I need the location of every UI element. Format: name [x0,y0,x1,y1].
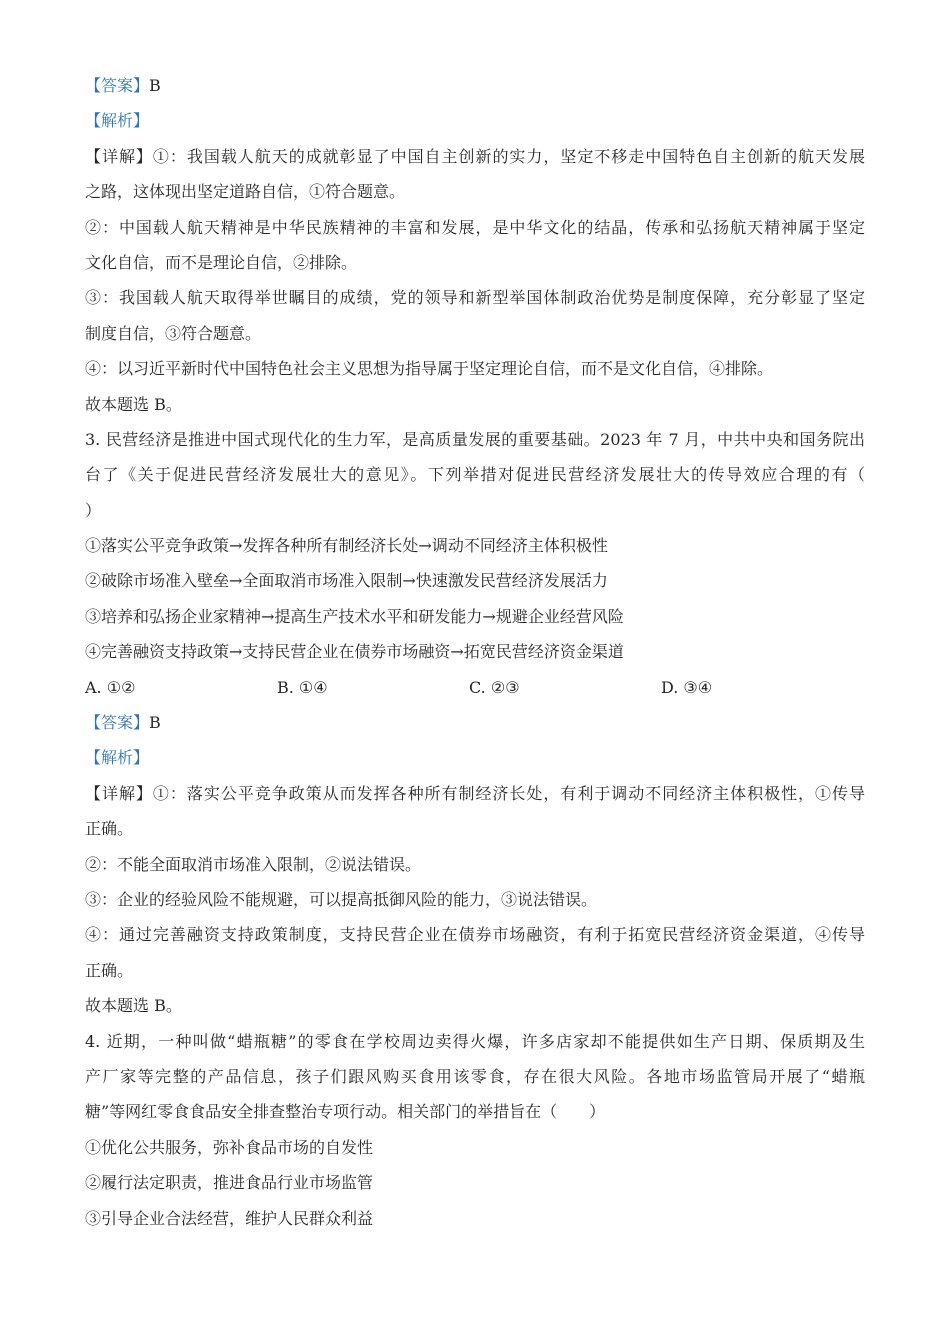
text-line: 正确。 [85,960,134,980]
text-line: ④完善融资支持政策→支持民营企业在债券市场融资→拓宽民营经济资金渠道 [85,642,624,662]
text-line: 【详解】①：落实公平竞争政策从而发挥各种所有制经济长处，有利于调动不同经济主体积极性，①传导 [85,783,865,803]
text-line: 台了《关于促进民营经济发展壮大的意见》。下列举措对促进民营经济发展壮大的传导效应合理的有（ [85,465,865,485]
options-line [85,670,865,705]
answer-line [85,705,865,740]
text-line: 故本题选 B。 [85,996,182,1016]
answer-line [85,68,865,103]
analysis-marker: 【解析】 [85,748,150,768]
analysis-line [85,740,865,775]
text-line: 之路，这体现出坚定道路自信，①符合题意。 [85,182,406,202]
text-line: 【详解】①：我国载人航天的成就彰显了中国自主创新的实力，坚定不移走中国特色自主创新的航天发展 [85,146,865,166]
text-line: ③：企业的经验风险不能规避，可以提高抵御风险的能力，③说法错误。 [85,889,598,909]
option-item: A. ①② [85,677,136,697]
text-line: ④：通过完善融资支持政策制度，支持民营企业在债券市场融资，有利于拓宽民营经济资金渠道，④传导 [85,925,865,945]
answer-marker: 【答案】 [85,713,150,733]
answer-marker: 【答案】 [85,76,150,95]
text-line: ） [85,500,102,520]
answer-value: B [149,713,161,733]
analysis-line [85,103,865,138]
text-line: 制度自信，③符合题意。 [85,323,262,343]
text-line: ③引导企业合法经营，维护人民群众利益 [85,1208,374,1228]
text-line: ②：不能全面取消市场准入限制，②说法错误。 [85,854,422,874]
option-item: C. ②③ [469,677,520,697]
text-line: ②履行法定职责，推进食品行业市场监管 [85,1173,374,1193]
text-line: ③培养和弘扬企业家精神→提高生产技术水平和研发能力→规避企业经营风险 [85,606,624,626]
option-item: D. ③④ [661,677,713,697]
option-item: B. ①④ [277,677,328,697]
text-line: ③：我国载人航天取得举世瞩目的成绩，党的领导和新型举国体制政治优势是制度保障，充分彰显了坚定 [85,288,865,308]
text-line: 4. 近期，一种叫做“蜡瓶糖”的零食在学校周边卖得火爆，许多店家却不能提供如生产日期、保质期及生 [85,1031,865,1051]
text-line: ④：以习近平新时代中国特色社会主义思想为指导属于坚定理论自信，而不是文化自信，④排除。 [85,359,774,379]
text-line: ①优化公共服务，弥补食品市场的自发性 [85,1137,374,1157]
analysis-marker: 【解析】 [85,111,150,131]
text-line: ②破除市场准入壁垒→全面取消市场准入限制→快速激发民营经济发展活力 [85,571,608,591]
answer-value: B [149,76,161,95]
text-line: ②：中国载人航天精神是中华民族精神的丰富和发展，是中华文化的结晶，传承和弘扬航天精神属于坚定 [85,217,865,237]
text-line: 产厂家等完整的产品信息，孩子们跟风购买食用该零食，存在很大风险。各地市场监管局开展了“蜡瓶 [85,1066,865,1086]
text-line: ①落实公平竞争政策→发挥各种所有制经济长处→调动不同经济主体积极性 [85,536,608,556]
text-line: 故本题选 B。 [85,394,182,414]
text-line: 糖”等网红零食食品安全排查整治专项行动。相关部门的举措旨在（ ） [85,1102,606,1122]
text-line: 3. 民营经济是推进中国式现代化的生力军，是高质量发展的重要基础。2023 年 7 月，中共中央和国务院出 [85,429,865,449]
text-line: 文化自信，而不是理论自信，②排除。 [85,252,358,272]
document-body [85,68,865,1236]
text-line: 正确。 [85,819,134,839]
